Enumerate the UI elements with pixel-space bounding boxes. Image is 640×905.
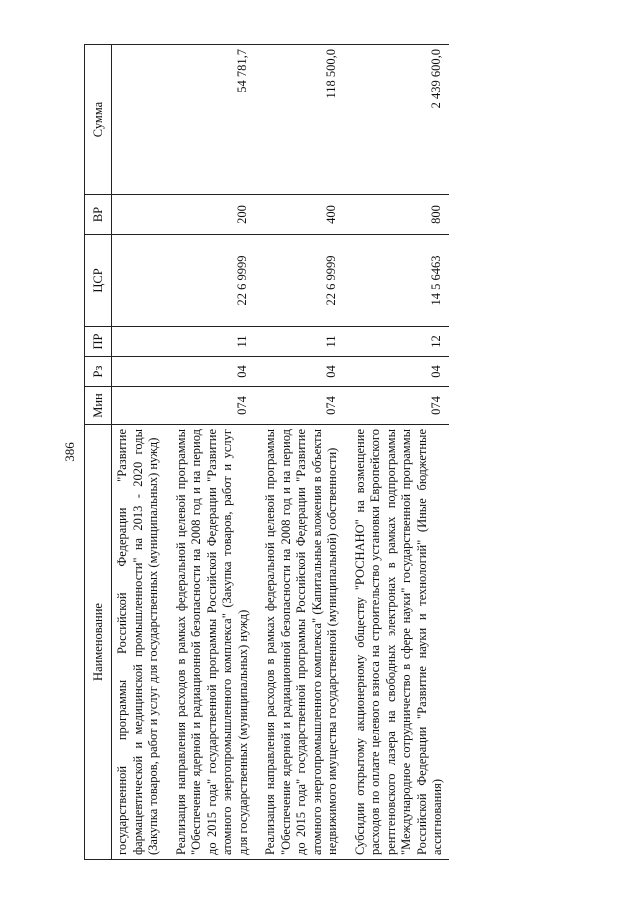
table-row (171, 45, 255, 860)
budget-table-page (84, 45, 614, 860)
header-sum: Сумма (85, 45, 112, 195)
row-name: государственной программы Российской Федерации "Развитие фармацевтической и медицинской промышленности" на 2013 - 2020 годы (Закупка товаров, работ и услуг для государственных (муниципальных) нужд) (112, 425, 165, 860)
header-min: Мин (85, 387, 112, 425)
row-rz (112, 357, 165, 387)
header-name: Наименование (85, 425, 112, 860)
row-csr: 22 6 9999 (260, 235, 344, 327)
table-row (350, 45, 449, 860)
row-pr: 12 (350, 327, 449, 357)
header-pr: ПР (85, 327, 112, 357)
header-csr: ЦСР (85, 235, 112, 327)
row-pr: 11 (260, 327, 344, 357)
row-vr: 800 (350, 195, 449, 235)
row-csr (112, 235, 165, 327)
row-name: Реализация направления расходов в рамках федеральной целевой программы "Обеспечение ядерной и радиационной безопасности на 2008 год и на период до 2015 года" государственной программы Российской Федерации "Развитие атомного энергопромышленного комплекса" (Капитальные вложения в объекты недвижимого имущества государственной (муниципальной) собственности) (260, 425, 344, 860)
row-sum (112, 45, 165, 195)
row-name: Субсидии открытому акционерному обществу "РОСНАНО" на возмещение расходов по оплате целевого взноса на строительство установки Европейского рентгеновского лазера на свободных электронах в рамках подпрограммы "Международное сотрудничество в сфере науки" государственной программы Российской Федерации "Развитие науки и технологий" (Иные бюджетные ассигнования) (350, 425, 449, 860)
row-sum: 2 439 600,0 (350, 45, 449, 195)
table-row (260, 45, 344, 860)
row-csr: 22 6 9999 (171, 235, 255, 327)
header-rz: Рз (85, 357, 112, 387)
row-name: Реализация направления расходов в рамках федеральной целевой программы "Обеспечение ядерной и радиационной безопасности на 2008 год и на период до 2015 года" государственной программы Российской Федерации "Развитие атомного энергопромышленного комплекса" (Закупка товаров, работ и услуг для государственных (муниципальных) нужд) (171, 425, 255, 860)
row-rz: 04 (350, 357, 449, 387)
row-sum: 54 781,7 (171, 45, 255, 195)
table-header-row (85, 45, 112, 860)
header-vr: ВР (85, 195, 112, 235)
row-vr: 400 (260, 195, 344, 235)
row-sum: 118 500,0 (260, 45, 344, 195)
row-csr: 14 5 6463 (350, 235, 449, 327)
table-row (112, 45, 165, 860)
row-vr: 200 (171, 195, 255, 235)
page-number: 386 (62, 442, 77, 462)
row-pr: 11 (171, 327, 255, 357)
row-rz: 04 (171, 357, 255, 387)
row-rz: 04 (260, 357, 344, 387)
row-min: 074 (350, 387, 449, 425)
row-min (112, 387, 165, 425)
row-min: 074 (171, 387, 255, 425)
row-vr (112, 195, 165, 235)
row-min: 074 (260, 387, 344, 425)
budget-table (84, 44, 449, 860)
row-pr (112, 327, 165, 357)
